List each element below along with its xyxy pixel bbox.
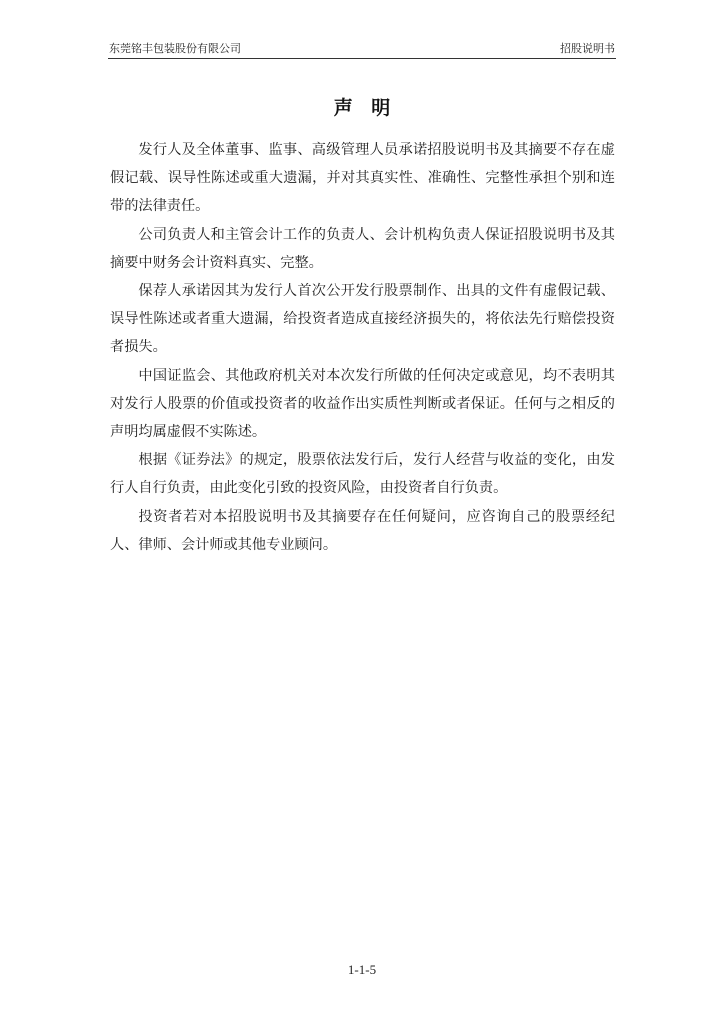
page-header <box>108 42 616 59</box>
paragraph-investor-advice: 投资者若对本招股说明书及其摘要存在任何疑问，应咨询自己的股票经纪人、律师、会计师或其他专业顾问。 <box>110 508 615 553</box>
declaration-body <box>110 136 615 559</box>
page-number: 1-1-5 <box>347 962 377 977</box>
paragraph-accounting-guarantee: 公司负责人和主管会计工作的负责人、会计机构负责人保证招股说明书及其摘要中财务会计资料真实、完整。 <box>110 226 615 271</box>
paragraph-csrc-disclaimer: 中国证监会、其他政府机关对本次发行所做的任何决定或意见，均不表明其对发行人股票的价值或投资者的收益作出实质性判断或者保证。任何与之相反的声明均属虚假不实陈述。 <box>110 367 615 441</box>
paragraph-securities-law: 根据《证券法》的规定，股票依法发行后，发行人经营与收益的变化，由发行人自行负责，由此变化引致的投资风险，由投资者自行负责。 <box>110 452 615 497</box>
paragraph-sponsor-commitment: 保荐人承诺因其为发行人首次公开发行股票制作、出具的文件有虚假记载、误导性陈述或者重大遗漏，给投资者造成直接经济损失的，将依法先行赔偿投资者损失。 <box>110 283 615 356</box>
paragraph-directors-commitment: 发行人及全体董事、监事、高级管理人员承诺招股说明书及其摘要不存在虚假记载、误导性陈述或重大遗漏，并对其真实性、准确性、完整性承担个别和连带的法律责任。 <box>110 142 615 215</box>
document-type: 招股说明书 <box>560 42 615 55</box>
page-title: 声 明 <box>333 97 397 119</box>
company-name: 东莞铭丰包装股份有限公司 <box>109 42 241 55</box>
